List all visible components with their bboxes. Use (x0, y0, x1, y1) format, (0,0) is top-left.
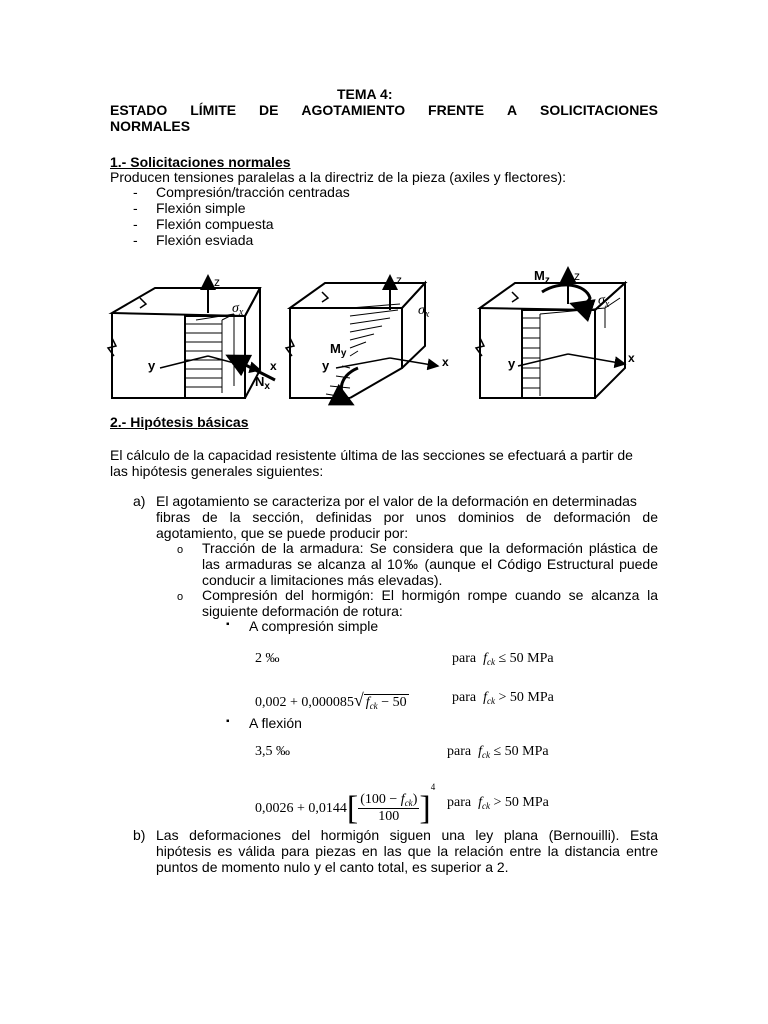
figure-simple-bending (286, 276, 438, 404)
axis-y-label: y (508, 356, 516, 371)
title-word: AGOTAMIENTO (301, 102, 406, 118)
title-line-1 (110, 102, 658, 118)
bullet-dash: - (133, 216, 138, 232)
section-1-intro: Producen tensiones paralelas a la directriz de la pieza (axiles y flectores): (110, 169, 567, 185)
stress-diagrams-figure (100, 258, 680, 413)
sub-item-line: Tracción de la armadura: Se considera que la deformación plástica de (202, 540, 658, 556)
flexion-label: A flexión (249, 715, 302, 731)
axis-x-label: x (442, 355, 449, 369)
formula-f2-condition: para $f_{ck} > 50$ MPa (447, 795, 549, 811)
formula-f1-condition: para $f_{ck} \le 50$ MPa (447, 744, 549, 760)
axis-x-label: x (270, 359, 277, 373)
item-b-line: puntos de momento nulo y el canto total, es superior a 2. (156, 859, 509, 875)
section-2-paragraph-line: El cálculo de la capacidad resistente última de las secciones se efectuará a partir de (110, 447, 633, 463)
title-word: FRENTE (428, 102, 485, 118)
axial-force-label: $N_x$ (255, 374, 270, 392)
bullet-dash: - (133, 200, 138, 216)
moment-label: $M_y$ (330, 341, 347, 359)
sigma-label: $\sigma_x$ (418, 303, 430, 320)
figure-axial-compression (108, 276, 275, 398)
formula-c1-condition: para $f_{ck} \le 50$ MPa (452, 651, 554, 667)
title-word: SOLICITACIONES (540, 102, 658, 118)
tema-label: TEMA 4: (337, 86, 393, 102)
list-item: Compresión/tracción centradas (156, 184, 350, 200)
axis-z-label: z (214, 275, 220, 289)
moment-label: $M_z$ (534, 268, 550, 286)
section-2-heading: 2.- Hipótesis básicas (110, 414, 249, 430)
title-word: ESTADO (110, 102, 168, 118)
sub-item-line: las armaduras se alcanza al 10‰ (aunque el Código Estructural puede (202, 556, 658, 572)
compresion-simple-label: A compresión simple (249, 618, 379, 634)
bullet-square: ▪ (226, 716, 230, 727)
formula-f1: 3,5 ‰ (255, 744, 290, 759)
title-line-2: NORMALES (110, 118, 191, 134)
list-marker-b: b) (133, 827, 146, 843)
sub-item-line: Compresión del hormigón: El hormigón rompe cuando se alcanza la (202, 587, 658, 603)
axis-x-label: x (628, 351, 635, 365)
bullet-circle: o (177, 544, 184, 556)
sigma-label: $\sigma_x$ (598, 293, 610, 310)
bullet-dash: - (133, 232, 138, 248)
section-1-heading: 1.- Solicitaciones normales (110, 154, 291, 170)
title-word: LÍMITE (190, 102, 237, 118)
formula-c1: 2 ‰ (255, 651, 280, 666)
item-b-line: hipótesis es válida para piezas en las que la relación entre la distancia entre (156, 843, 658, 859)
list-item: Flexión compuesta (156, 216, 274, 232)
item-a-line: El agotamiento se caracteriza por el valor de la deformación en determinadas (156, 493, 637, 509)
bullet-square: ▪ (226, 619, 230, 630)
bullet-circle: o (177, 591, 184, 603)
formula-c2-condition: para $f_{ck} > 50$ MPa (452, 690, 554, 706)
title-word: DE (259, 102, 279, 118)
axis-y-label: y (148, 358, 156, 373)
formula-c2: 0,002 + 0,000085√ $f_{ck} - 50$ (255, 690, 407, 711)
axis-z-label: z (574, 269, 580, 283)
sub-item-line: siguiente deformación de rotura: (202, 603, 403, 619)
axis-z-label: z (396, 273, 402, 287)
section-2-paragraph-line: las hipótesis generales siguientes: (110, 463, 324, 479)
list-marker-a: a) (133, 493, 146, 509)
list-item: Flexión esviada (156, 232, 254, 248)
list-item: Flexión simple (156, 200, 246, 216)
title-word: A (506, 102, 518, 118)
sigma-label: $\sigma_x$ (232, 301, 244, 318)
figure-oblique-bending (476, 268, 625, 398)
item-b-line: Las deformaciones del hormigón siguen una ley plana (Bernouilli). Esta (156, 827, 658, 843)
axis-y-label: y (322, 358, 330, 373)
formula-f2: 0,0026 + 0,0144[ $\frac{(100 - f_{ck})}{100}$ ]$^4$ (255, 782, 436, 827)
item-a-line: fibras de la sección, definidas por unos dominios de deformación de (156, 509, 658, 525)
item-a-line: agotamiento, que se puede producir por: (156, 525, 409, 541)
sub-item-line: conducir a limitaciones más elevadas). (202, 572, 443, 588)
bullet-dash: - (133, 184, 138, 200)
